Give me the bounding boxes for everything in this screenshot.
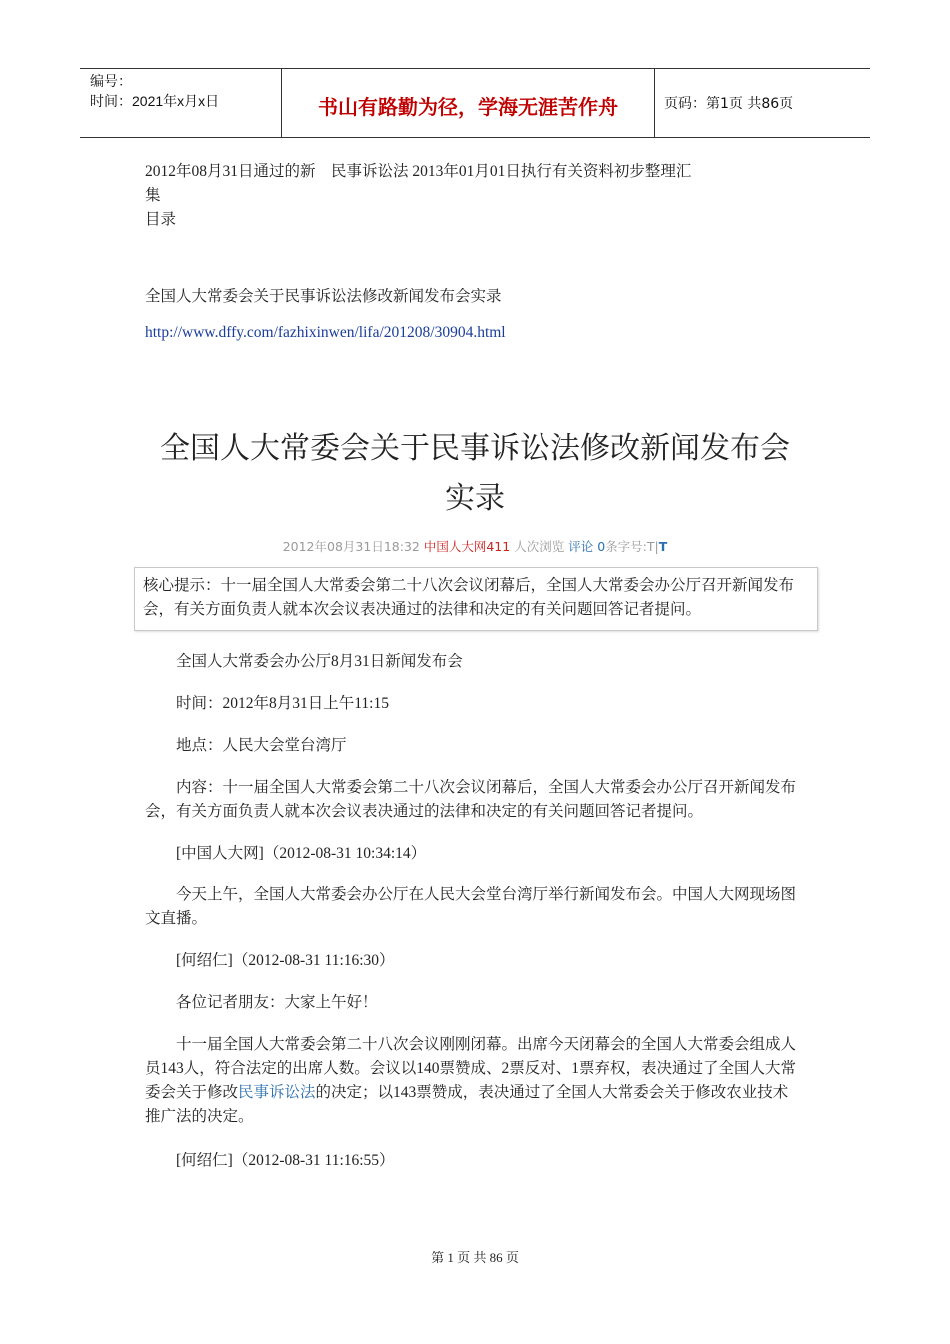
font-large-button[interactable]: T — [658, 539, 668, 554]
toc-label: 目录 — [145, 211, 177, 228]
summary-box: 核心提示：十一届全国人大常委会第二十八次会议闭幕后，全国人大常委会办公厅召开新闻发布会，有关方面负责人就本次会议表决通过的法律和决定的有关问题回答记者提问。 — [134, 567, 818, 631]
paragraph: 全国人大常委会办公厅8月31日新闻发布会 — [176, 653, 463, 670]
font-small-button[interactable]: T — [646, 539, 655, 554]
meta-comment-count: 0 — [597, 539, 606, 554]
time-label: 时间：2021年x月x日 — [90, 93, 220, 109]
paragraph: 各位记者朋友：大家上午好！ — [176, 994, 378, 1011]
header-page-label: 页码：第1页 共86页 — [664, 96, 794, 112]
paragraph — [145, 1033, 800, 1129]
header-divider — [654, 69, 655, 137]
paragraph-text: 十一届全国人大常委会第二十八次会议刚刚闭幕。出席今天闭幕会的全国人大常委会组成人员143人，符合法定的出席人数。会议以140票赞成、2票反对、1票弃权，表决通过了全国人大常委会关于修改 — [145, 1036, 797, 1101]
civil-procedure-law-link[interactable]: 民事诉讼法 — [238, 1084, 316, 1101]
doc-heading-line2: 集 — [145, 187, 161, 204]
source-url-link[interactable]: http://www.dffy.com/fazhixinwen/lifa/201208/30904.html — [145, 324, 506, 341]
meta-comment-unit: 条 — [605, 539, 618, 554]
meta-views: 411 — [486, 539, 511, 554]
paragraph: 时间：2012年8月31日上午11:15 — [176, 695, 389, 712]
paragraph: [何绍仁]（2012-08-31 11:16:55） — [176, 1152, 395, 1169]
paragraph: [何绍仁]（2012-08-31 11:16:30） — [176, 952, 395, 969]
paragraph: 地点：人民大会堂台湾厅 — [176, 737, 347, 754]
meta-datetime: 2012年08月31日18:32 — [282, 539, 420, 554]
meta-comment-link[interactable]: 评论 — [568, 539, 594, 554]
page-footer: 第 1 页 共 86 页 — [431, 1250, 519, 1265]
paragraph: 今天上午，全国人大常委会办公厅在人民大会堂台湾厅举行新闻发布会。中国人大网现场图文直播。 — [145, 886, 797, 927]
number-label: 编号： — [90, 73, 132, 89]
font-separator: | — [654, 539, 659, 554]
paragraph: [中国人大网]（2012-08-31 10:34:14） — [176, 845, 427, 862]
article-reference: 全国人大常委会关于民事诉讼法修改新闻发布会实录 — [145, 288, 502, 305]
meta-source-link[interactable]: 中国人大网 — [423, 539, 487, 554]
article-title — [130, 424, 820, 524]
article-title-line2: 实录 — [445, 481, 505, 516]
article-meta — [130, 537, 820, 555]
article-title-line1: 全国人大常委会关于民事诉讼法修改新闻发布会 — [160, 431, 790, 466]
document-header — [80, 68, 870, 138]
paragraph: 内容：十一届全国人大常委会第二十八次会议闭幕后，全国人大常委会办公厅召开新闻发布会，有关方面负责人就本次会议表决通过的法律和决定的有关问题回答记者提问。 — [145, 779, 797, 820]
paragraph-text: 的决定；以143票赞成，表决通过了全国人大常委会关于修改农业技术推广法的决定。 — [145, 1084, 789, 1125]
header-info — [90, 71, 280, 111]
meta-font-label: 字号: — [617, 539, 647, 554]
meta-views-label: 人次浏览 — [514, 539, 565, 554]
doc-heading-line1: 2012年08月31日通过的新 民事诉讼法 2013年01月01日执行有关资料初步整理汇 — [145, 163, 692, 180]
header-motto: 书山有路勤为径，学海无涯苦作舟 — [318, 95, 618, 119]
